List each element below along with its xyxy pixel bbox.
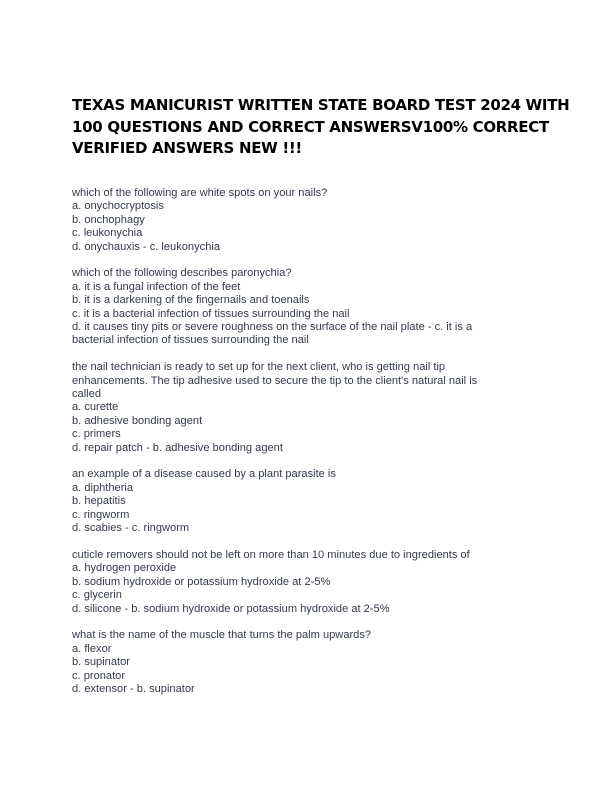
- question-block-6: [72, 629, 542, 696]
- answer-option-with-correct-answer: d. it causes tiny pits or severe roughness on the surface of the nail plate - c. it is a: [72, 321, 473, 334]
- answer-option: a. diphtheria: [72, 481, 134, 494]
- answer-option: b. it is a darkening of the fingernails and toenails: [72, 294, 310, 307]
- question-text: enhancements. The tip adhesive used to secure the tip to the client's natural nail is: [72, 374, 478, 387]
- answer-option: a. flexor: [72, 642, 112, 655]
- question-text: the nail technician is ready to set up for the next client, who is getting nail tip: [72, 361, 446, 374]
- question-text: cuticle removers should not be left on more than 10 minutes due to ingredients of: [72, 548, 470, 561]
- answer-option: a. onychocryptosis: [72, 200, 164, 213]
- answer-option-with-correct-answer: d. silicone - b. sodium hydroxide or potassium hydroxide at 2-5%: [72, 602, 390, 615]
- question-block-3: [72, 361, 542, 455]
- answer-option: b. adhesive bonding agent: [72, 414, 203, 427]
- correct-answer-continuation: bacterial infection of tissues surrounding the nail: [72, 334, 309, 347]
- question-block-2: [72, 267, 542, 347]
- answer-option: b. supinator: [72, 656, 130, 669]
- answer-option: b. onchophagy: [72, 213, 145, 226]
- question-block-4: [72, 468, 542, 535]
- answer-option: a. it is a fungal infection of the feet: [72, 280, 241, 293]
- answer-option-with-correct-answer: d. extensor - b. supinator: [72, 682, 195, 695]
- answer-option: c. pronator: [72, 669, 126, 682]
- title-line: 100 QUESTIONS AND CORRECT ANSWERSV100% CORRECT: [72, 117, 549, 136]
- question-text: which of the following describes paronychia?: [72, 267, 292, 280]
- answer-option-with-correct-answer: d. repair patch - b. adhesive bonding agent: [72, 441, 283, 454]
- answer-option: a. hydrogen peroxide: [72, 562, 177, 575]
- question-list: [72, 187, 542, 710]
- answer-option-with-correct-answer: d. scabies - c. ringworm: [72, 522, 190, 535]
- question-text: an example of a disease caused by a plant parasite is: [72, 468, 336, 481]
- question-block-5: [72, 549, 542, 616]
- answer-option: c. it is a bacterial infection of tissues surrounding the nail: [72, 307, 350, 320]
- answer-option: c. primers: [72, 428, 121, 441]
- question-text: called: [72, 388, 101, 401]
- question-text: what is the name of the muscle that turns the palm upwards?: [72, 629, 372, 642]
- answer-option: c. leukonychia: [72, 227, 143, 240]
- answer-option: b. sodium hydroxide or potassium hydroxide at 2-5%: [72, 575, 331, 588]
- question-text: which of the following are white spots on your nails?: [72, 187, 328, 199]
- title-line: VERIFIED ANSWERS NEW !!!: [72, 139, 302, 157]
- answer-option: c. ringworm: [72, 508, 130, 521]
- document-title: [72, 95, 570, 160]
- answer-option: a. curette: [72, 401, 119, 414]
- title-line: TEXAS MANICURIST WRITTEN STATE BOARD TEST 2024 WITH: [72, 96, 570, 114]
- answer-option-with-correct-answer: d. onychauxis - c. leukonychia: [72, 240, 220, 253]
- answer-option: c. glycerin: [72, 589, 122, 602]
- answer-option: b. hepatitis: [72, 495, 126, 508]
- question-block-1: [72, 187, 542, 254]
